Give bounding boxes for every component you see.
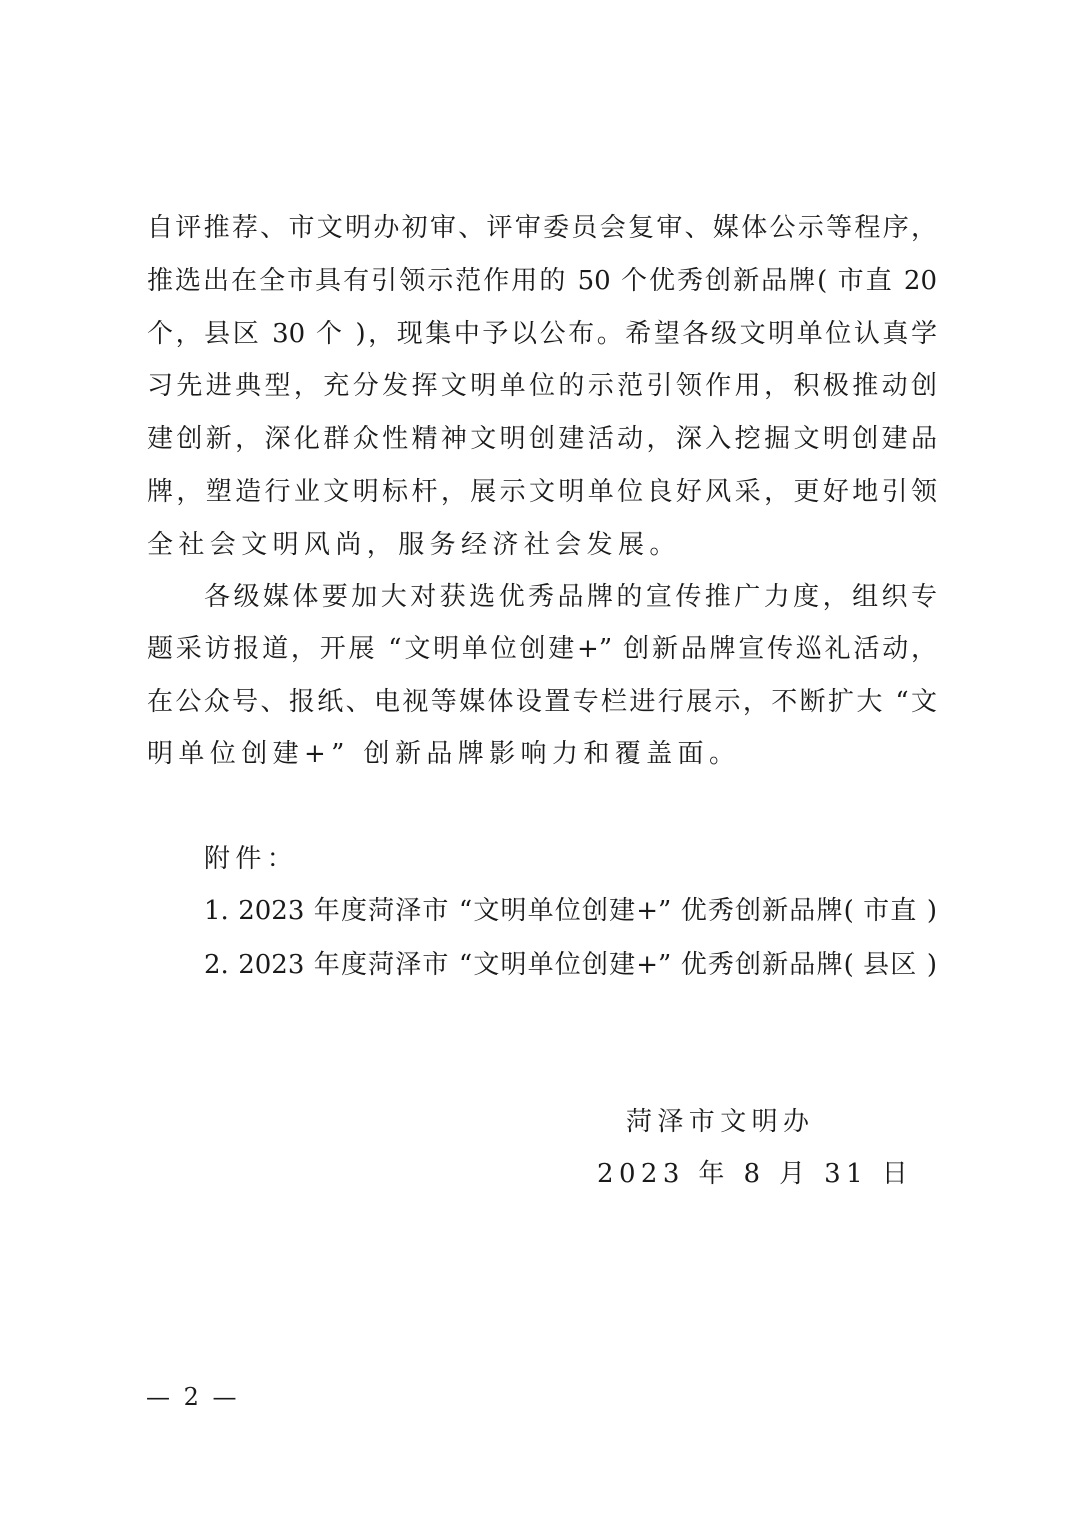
paragraph-line: 推选出在全市具有引领示范作用的 50 个优秀创新品牌( 市直 20	[147, 266, 937, 296]
paragraph-line: 各级媒体要加大对获选优秀品牌的宣传推广力度，组织专	[204, 582, 937, 612]
paragraph-line: 题采访报道，开展 “文明单位创建+” 创新品牌宣传巡礼活动，	[147, 634, 937, 664]
page-number: — 2 —	[146, 1383, 240, 1411]
paragraph-line: 全社会文明风尚，服务经济社会发展。	[147, 530, 681, 560]
paragraph-line: 自评推荐、市文明办初审、评审委员会复审、媒体公示等程序，	[147, 213, 937, 243]
attachments-label: 附件：	[204, 844, 299, 874]
paragraph-line: 明单位创建+” 创新品牌影响力和覆盖面。	[147, 739, 741, 769]
issuer-name: 菏泽市文明办	[626, 1107, 815, 1137]
paragraph-line: 建创新，深化群众性精神文明创建活动，深入挖掘文明创建品	[147, 424, 937, 454]
paragraph-line: 习先进典型，充分发挥文明单位的示范引领作用，积极推动创	[147, 371, 937, 401]
attachment-item: 1. 2023 年度菏泽市 “文明单位创建+” 优秀创新品牌( 市直 )	[204, 896, 937, 926]
attachment-item: 2. 2023 年度菏泽市 “文明单位创建+” 优秀创新品牌( 县区 )	[204, 950, 937, 980]
paragraph-line: 牌，塑造行业文明标杆，展示文明单位良好风采，更好地引领	[147, 477, 937, 507]
paragraph-line: 在公众号、报纸、电视等媒体设置专栏进行展示，不断扩大 “文	[147, 687, 937, 717]
paragraph-line: 个，县区 30 个 )，现集中予以公布。希望各级文明单位认真学	[147, 319, 937, 349]
issue-date: 2023 年 8 月 31 日	[597, 1159, 914, 1189]
